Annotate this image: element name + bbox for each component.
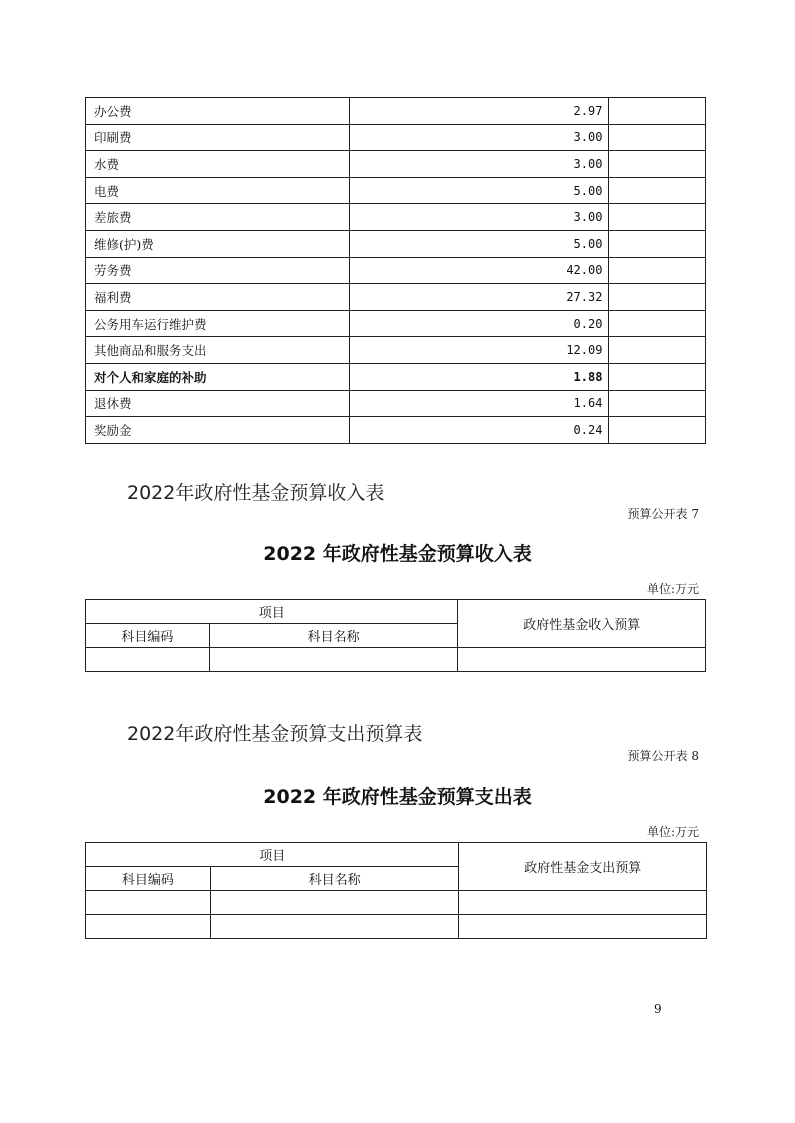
table-row xyxy=(86,648,706,672)
table-row xyxy=(86,98,706,125)
income-unit-label: 单位:万元 xyxy=(646,582,699,596)
empty-cell xyxy=(609,310,706,337)
expense-item-name: 水费 xyxy=(86,151,350,178)
table-row xyxy=(86,310,706,337)
expense-item-name: 差旅费 xyxy=(86,204,350,231)
expense-item-name: 办公费 xyxy=(86,98,350,125)
empty-cell xyxy=(609,363,706,390)
table-row xyxy=(86,337,706,364)
empty-cell xyxy=(609,177,706,204)
expense-table-title: 2022 年政府性基金预算支出表 xyxy=(263,786,532,808)
income-section-heading: 2022年政府性基金预算收入表 xyxy=(127,482,385,504)
income-table-title: 2022 年政府性基金预算收入表 xyxy=(263,543,532,565)
header-project: 项目 xyxy=(86,600,458,624)
expense-item-name: 公务用车运行维护费 xyxy=(86,310,350,337)
empty-cell xyxy=(209,648,458,672)
empty-cell xyxy=(459,915,707,939)
empty-cell xyxy=(458,648,706,672)
expense-item-name: 退休费 xyxy=(86,390,350,417)
expense-item-amount: 1.64 xyxy=(350,390,609,417)
empty-cell xyxy=(609,151,706,178)
header-subject-name: 科目名称 xyxy=(210,867,459,891)
expense-item-amount: 0.24 xyxy=(350,417,609,444)
expense-item-name: 劳务费 xyxy=(86,257,350,284)
expense-item-amount: 12.09 xyxy=(350,337,609,364)
table-row xyxy=(86,284,706,311)
expense-item-name: 电费 xyxy=(86,177,350,204)
expense-item-amount: 1.88 xyxy=(350,363,609,390)
header-income-budget: 政府性基金收入预算 xyxy=(458,600,706,648)
header-subject-name: 科目名称 xyxy=(209,624,458,648)
empty-cell xyxy=(609,284,706,311)
table-row xyxy=(86,177,706,204)
table-row xyxy=(86,230,706,257)
fund-expense-table xyxy=(85,842,707,939)
expense-item-amount: 27.32 xyxy=(350,284,609,311)
header-subject-code: 科目编码 xyxy=(86,867,211,891)
table-row xyxy=(86,915,707,939)
expense-section-heading: 2022年政府性基金预算支出预算表 xyxy=(127,723,423,745)
page-number: 9 xyxy=(654,1002,662,1016)
expense-item-amount: 5.00 xyxy=(350,230,609,257)
fund-income-table xyxy=(85,599,706,672)
table-row xyxy=(86,363,706,390)
empty-cell xyxy=(609,390,706,417)
empty-cell xyxy=(210,891,459,915)
empty-cell xyxy=(609,124,706,151)
table-row xyxy=(86,124,706,151)
empty-cell xyxy=(609,230,706,257)
expense-item-amount: 3.00 xyxy=(350,204,609,231)
header-expense-budget: 政府性基金支出预算 xyxy=(459,843,707,891)
table-row xyxy=(86,257,706,284)
header-subject-code: 科目编码 xyxy=(86,624,210,648)
expense-detail-table xyxy=(85,97,706,444)
table-row xyxy=(86,204,706,231)
table-row xyxy=(86,891,707,915)
table-row xyxy=(86,390,706,417)
empty-cell xyxy=(459,891,707,915)
expense-item-amount: 0.20 xyxy=(350,310,609,337)
empty-cell xyxy=(609,257,706,284)
income-table-tag: 预算公开表 7 xyxy=(627,507,699,521)
empty-cell xyxy=(86,891,211,915)
expense-item-amount: 2.97 xyxy=(350,98,609,125)
expense-unit-label: 单位:万元 xyxy=(646,825,699,839)
empty-cell xyxy=(609,98,706,125)
table-row xyxy=(86,151,706,178)
empty-cell xyxy=(609,417,706,444)
header-project: 项目 xyxy=(86,843,459,867)
empty-cell xyxy=(86,648,210,672)
expense-item-amount: 42.00 xyxy=(350,257,609,284)
empty-cell xyxy=(210,915,459,939)
expense-item-amount: 5.00 xyxy=(350,177,609,204)
expense-item-name: 福利费 xyxy=(86,284,350,311)
expense-item-amount: 3.00 xyxy=(350,124,609,151)
expense-item-name: 其他商品和服务支出 xyxy=(86,337,350,364)
expense-item-name: 奖励金 xyxy=(86,417,350,444)
table-row xyxy=(86,417,706,444)
expense-item-name: 对个人和家庭的补助 xyxy=(86,363,350,390)
expense-detail-body xyxy=(86,98,706,444)
empty-cell xyxy=(609,204,706,231)
empty-cell xyxy=(86,915,211,939)
expense-item-name: 维修(护)费 xyxy=(86,230,350,257)
expense-table-tag: 预算公开表 8 xyxy=(627,749,699,763)
expense-item-amount: 3.00 xyxy=(350,151,609,178)
expense-item-name: 印刷费 xyxy=(86,124,350,151)
empty-cell xyxy=(609,337,706,364)
